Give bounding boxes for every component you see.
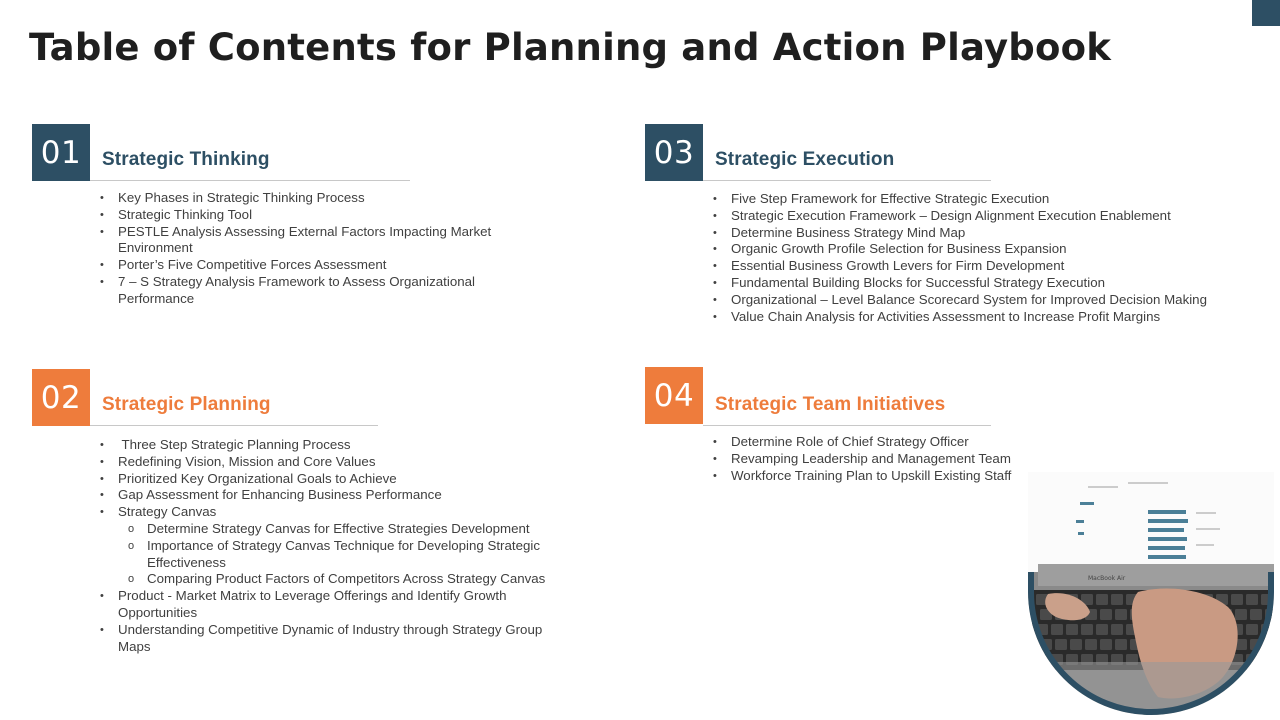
- sub-list-item[interactable]: o Importance of Strategy Canvas Technique for Developing Strategic Effectiveness: [98, 538, 568, 572]
- list-item[interactable]: • Prioritized Key Organizational Goals to Achieve: [98, 471, 568, 488]
- section-divider: [90, 180, 410, 181]
- section-item-list: [711, 434, 1071, 484]
- section-title: Strategic Team Initiatives: [715, 394, 946, 415]
- list-item[interactable]: • Five Step Framework for Effective Strategic Execution: [711, 191, 1271, 208]
- section-divider: [90, 425, 378, 426]
- section-item-list: [98, 437, 568, 655]
- list-item[interactable]: • Redefining Vision, Mission and Core Values: [98, 454, 568, 471]
- keyboard-key: [1246, 594, 1258, 605]
- keyboard-key: [1111, 624, 1123, 635]
- keyboard-key: [1261, 654, 1273, 665]
- section-strategic-execution: [645, 124, 1265, 329]
- list-item[interactable]: • Fundamental Building Blocks for Successful Strategy Execution: [711, 275, 1271, 292]
- section-title: Strategic Planning: [102, 394, 271, 415]
- keyboard-key: [1100, 609, 1112, 620]
- keyboard-key: [1100, 639, 1112, 650]
- keyboard-key: [1096, 594, 1108, 605]
- list-item[interactable]: • Revamping Leadership and Management Team: [711, 451, 1071, 468]
- list-item[interactable]: • Strategy Canvas: [98, 504, 568, 521]
- keyboard-key: [1231, 594, 1243, 605]
- list-item[interactable]: • Porter’s Five Competitive Forces Assessment: [98, 257, 528, 274]
- list-item[interactable]: • Organizational – Level Balance Scorecard System for Improved Decision Making: [711, 292, 1271, 309]
- list-item[interactable]: • Strategic Thinking Tool: [98, 207, 528, 224]
- keyboard-key: [1115, 639, 1127, 650]
- section-number-badge: 02: [32, 369, 90, 426]
- section-strategic-team-initiatives: [645, 367, 1065, 487]
- section-divider: [703, 180, 991, 181]
- keyboard-key: [1051, 624, 1063, 635]
- laptop-label: MacBook Air: [1088, 575, 1126, 582]
- keyboard-key: [1066, 624, 1078, 635]
- section-title: Strategic Thinking: [102, 149, 270, 170]
- laptop-typing-illustration: [1028, 472, 1274, 715]
- list-item[interactable]: • Strategic Execution Framework – Design Alignment Execution Enablement: [711, 208, 1271, 225]
- list-item[interactable]: • Key Phases in Strategic Thinking Process: [98, 190, 528, 207]
- section-item-list: [98, 190, 528, 308]
- section-strategic-planning: [32, 369, 592, 659]
- section-item-list: [711, 191, 1271, 325]
- list-item[interactable]: • Determine Business Strategy Mind Map: [711, 225, 1271, 242]
- list-item[interactable]: • Essential Business Growth Levers for Firm Development: [711, 258, 1271, 275]
- list-item[interactable]: • Gap Assessment for Enhancing Business Performance: [98, 487, 568, 504]
- list-item[interactable]: • Three Step Strategic Planning Process: [98, 437, 568, 454]
- keyboard-key: [1070, 639, 1082, 650]
- list-item[interactable]: • Understanding Competitive Dynamic of Industry through Strategy Group Maps: [98, 622, 568, 656]
- list-item[interactable]: • Workforce Training Plan to Upskill Existing Staff: [711, 468, 1071, 485]
- laptop-typing-photo: [1028, 472, 1274, 715]
- page-title: Table of Contents for Planning and Action Playbook: [29, 26, 1112, 69]
- sub-list-item[interactable]: o Comparing Product Factors of Competitors Across Strategy Canvas: [98, 571, 568, 588]
- corner-accent-block: [1252, 0, 1280, 26]
- keyboard-key: [1246, 624, 1258, 635]
- list-item[interactable]: • PESTLE Analysis Assessing External Factors Impacting Market Environment: [98, 224, 528, 258]
- section-number-badge: 01: [32, 124, 90, 181]
- list-item[interactable]: • 7 – S Strategy Analysis Framework to Assess Organizational Performance: [98, 274, 528, 308]
- keyboard-key: [1055, 639, 1067, 650]
- list-item[interactable]: • Product - Market Matrix to Leverage Offerings and Identify Growth Opportunities: [98, 588, 568, 622]
- section-number-badge: 04: [645, 367, 703, 424]
- keyboard-key: [1250, 609, 1262, 620]
- list-item[interactable]: • Value Chain Analysis for Activities Assessment to Increase Profit Margins: [711, 309, 1271, 326]
- sub-list-item[interactable]: o Determine Strategy Canvas for Effective Strategies Development: [98, 521, 568, 538]
- keyboard-key: [1115, 609, 1127, 620]
- keyboard-key: [1096, 624, 1108, 635]
- keyboard-key: [1085, 639, 1097, 650]
- section-divider: [703, 425, 991, 426]
- section-title: Strategic Execution: [715, 149, 895, 170]
- section-strategic-thinking: [32, 124, 592, 304]
- list-item[interactable]: • Determine Role of Chief Strategy Officer: [711, 434, 1071, 451]
- keyboard-key: [1265, 639, 1274, 650]
- keyboard-key: [1235, 609, 1247, 620]
- section-number-badge: 03: [645, 124, 703, 181]
- list-item[interactable]: • Organic Growth Profile Selection for Business Expansion: [711, 241, 1271, 258]
- keyboard-key: [1081, 624, 1093, 635]
- keyboard-key: [1111, 594, 1123, 605]
